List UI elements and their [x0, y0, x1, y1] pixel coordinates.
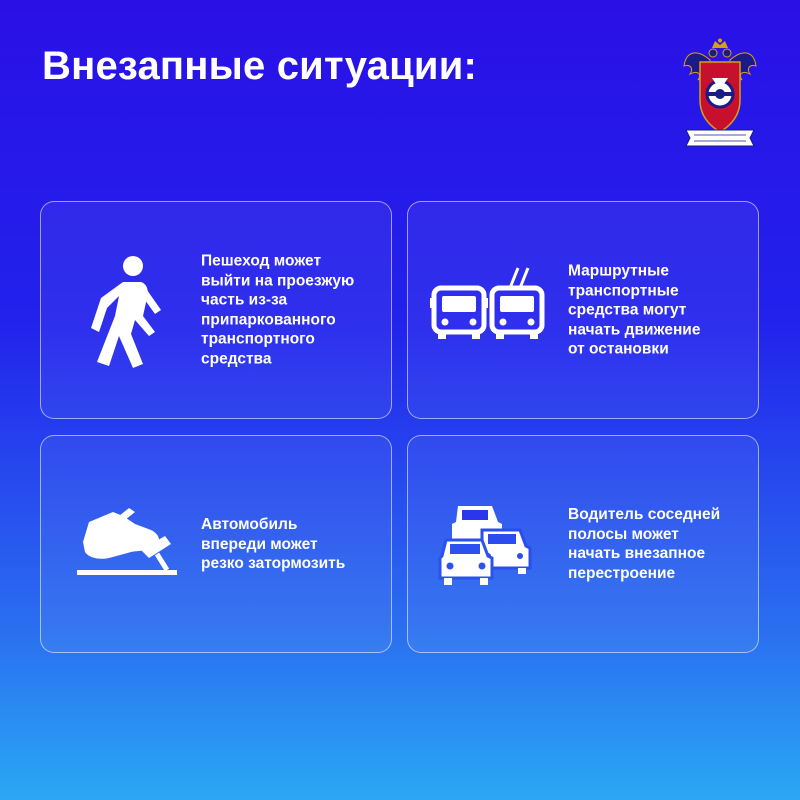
- text-line: начать движение: [568, 320, 701, 338]
- text-line: Водитель соседней: [568, 506, 721, 523]
- card-pedestrian: [40, 201, 392, 419]
- text-line: транспортного: [201, 330, 315, 348]
- text-line: транспортные: [568, 281, 679, 299]
- text-line: начать внезапное: [568, 545, 706, 562]
- page-title: Внезапные ситуации:: [42, 44, 478, 88]
- text-line: выйти на проезжую: [201, 272, 355, 289]
- cars-traffic-icon: [438, 500, 534, 586]
- card-pedestrian-text: [201, 252, 373, 369]
- text-line: средства могут: [568, 301, 687, 319]
- card-lane-change: [407, 435, 759, 653]
- text-line: резко затормозить: [201, 554, 346, 572]
- text-line: припаркованного: [201, 311, 336, 328]
- card-lane-change-text: [568, 505, 740, 583]
- text-line: часть из-за: [201, 291, 288, 309]
- text-line: впереди может: [201, 535, 318, 553]
- text-line: полосы может: [568, 525, 679, 543]
- brake-pedal-icon: [75, 508, 179, 578]
- card-public-transport-text: [568, 261, 740, 359]
- text-line: средства: [201, 350, 272, 367]
- text-line: перестроение: [568, 564, 676, 582]
- pedestrian-icon: [89, 254, 169, 372]
- police-emblem-icon: [682, 38, 758, 150]
- text-line: от остановки: [568, 340, 669, 358]
- text-line: Автомобиль: [201, 515, 298, 533]
- text-line: Пешеход может: [201, 252, 322, 270]
- card-braking-car-text: [201, 515, 373, 574]
- card-public-transport: [407, 201, 759, 419]
- card-braking-car: [40, 435, 392, 653]
- text-line: Маршрутные: [568, 262, 669, 280]
- bus-trolleybus-icon: [430, 266, 546, 340]
